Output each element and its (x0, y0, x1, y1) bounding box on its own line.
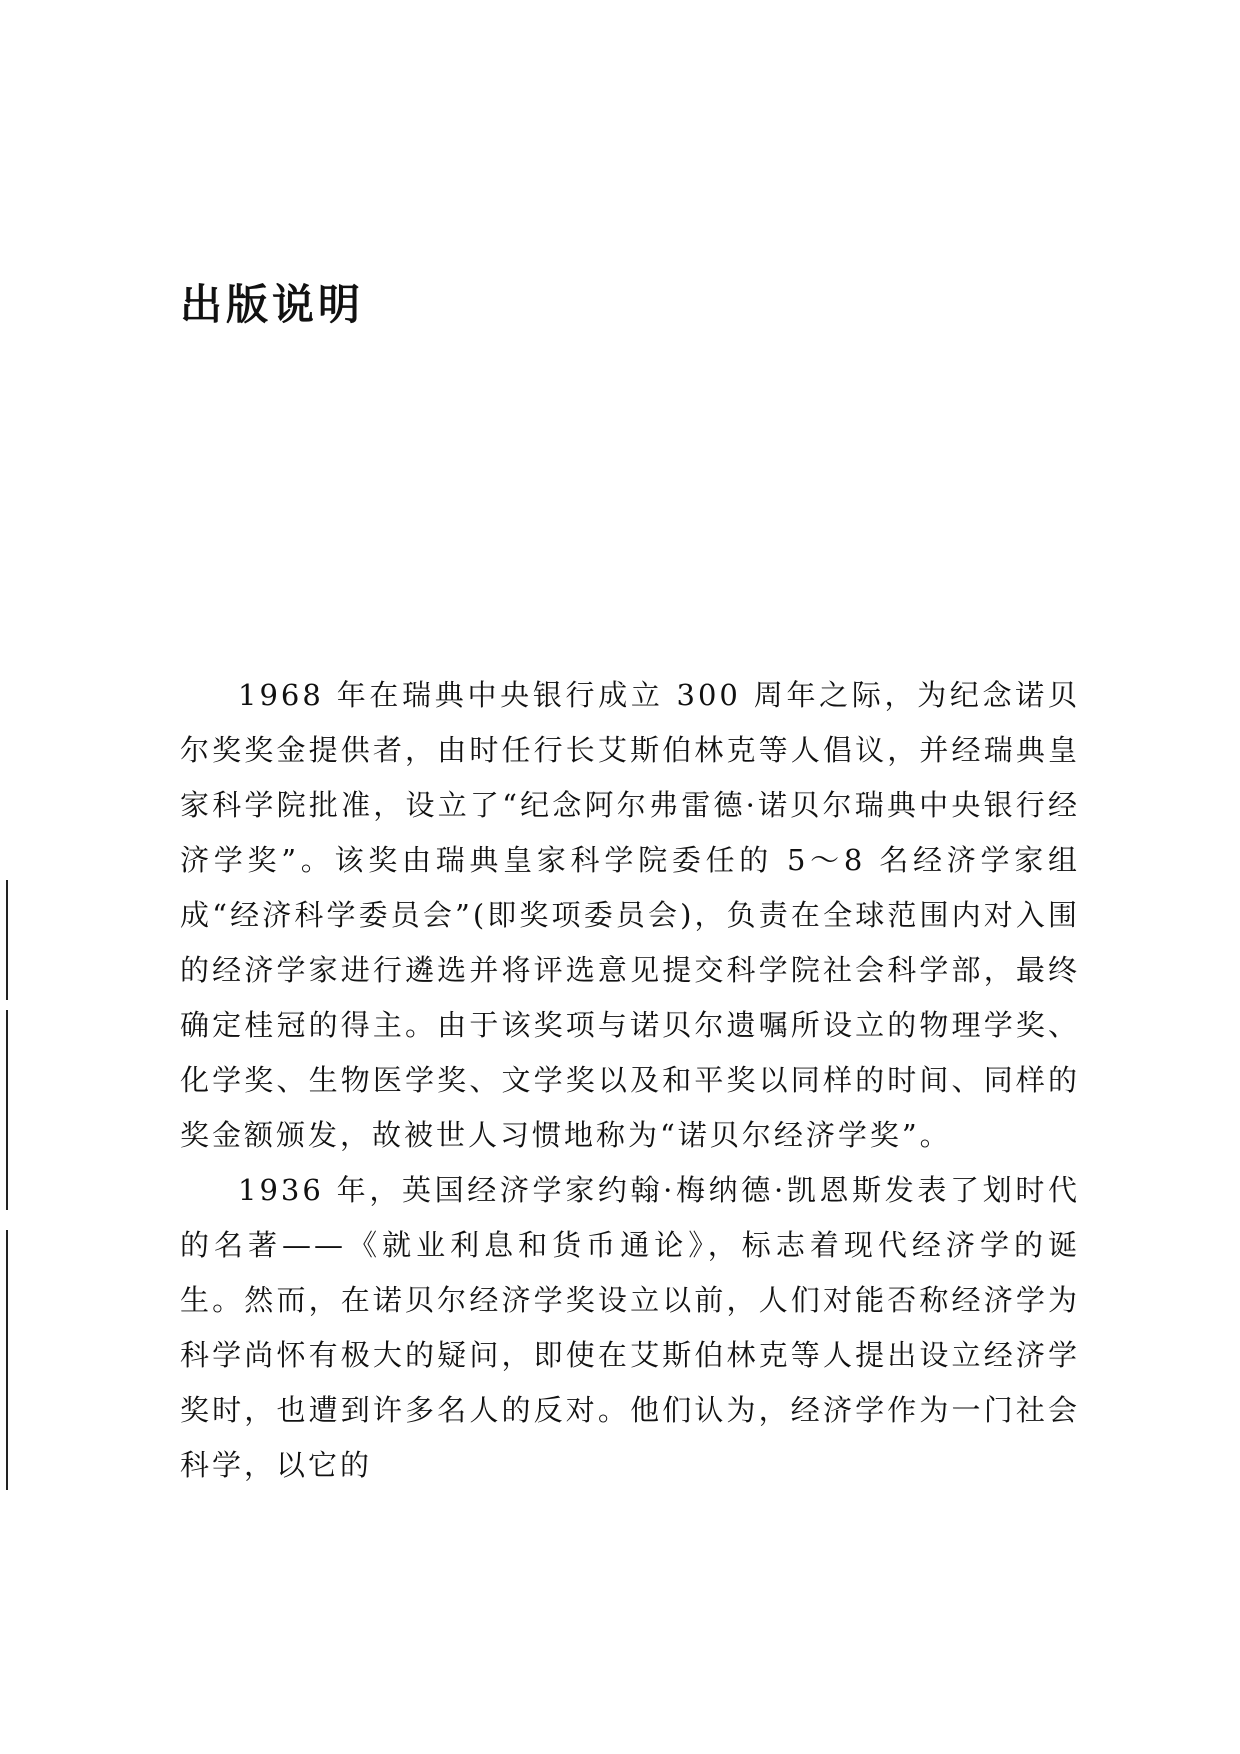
scan-edge-mark (6, 1230, 8, 1490)
page-title: 出版说明 (180, 280, 365, 329)
scan-edge-mark (6, 880, 8, 1000)
paragraph: 1936 年，英国经济学家约翰·梅纳德·凯恩斯发表了划时代的名著——《就业利息和货币通论》，标志着现代经济学的诞生。然而，在诺贝尔经济学奖设立以前，人们对能否称经济学为科学尚怀有极大的疑问，即使在艾斯伯林克等人提出设立经济学奖时，也遭到许多名人的反对。他们认为，经济学作为一门社会科学，以它的 (180, 1173, 1080, 1482)
scan-edge-mark (6, 1010, 8, 1210)
paragraph: 1968 年在瑞典中央银行成立 300 周年之际，为纪念诺贝尔奖奖金提供者，由时任行长艾斯伯林克等人倡议，并经瑞典皇家科学院批准，设立了“纪念阿尔弗雷德·诺贝尔瑞典中央银行经济学奖”。该奖由瑞典皇家科学院委任的 5～8 名经济学家组成“经济科学委员会”(即奖项委员会)，负责在全球范围内对入围的经济学家进行遴选并将评选意见提交科学院社会科学部，最终确定桂冠的得主。由于该奖项与诺贝尔遗嘱所设立的物理学奖、化学奖、生物医学奖、文学奖以及和平奖以同样的时间、同样的奖金额颁发，故被世人习惯地称为“诺贝尔经济学奖”。 (180, 678, 1080, 1152)
body-text (180, 668, 1080, 1493)
